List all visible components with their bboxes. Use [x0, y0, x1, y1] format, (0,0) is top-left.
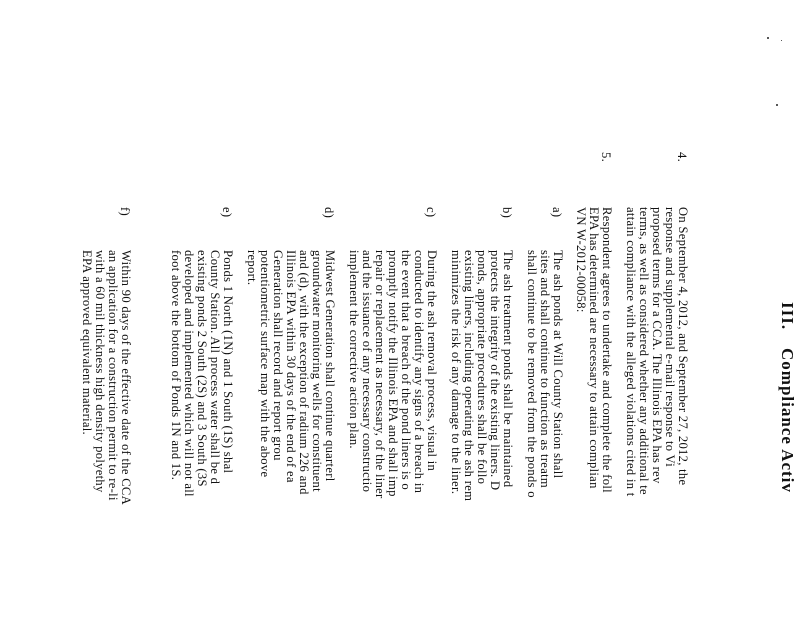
item-a-line: shall continue to be removed from the ponds o [525, 250, 539, 498]
item-letter-d: d) [322, 207, 336, 219]
paragraph-4-line: response and supplemental e-mail response to Vi [663, 207, 677, 468]
paragraph-4-line: On September 4, 2012, and September 27, 2012, the [676, 207, 690, 486]
item-f-line: an application for a construction permit to re-li [106, 250, 120, 501]
section-title: Compliance Activ [778, 348, 797, 493]
item-c-line: promptly notify the Illinois EPA and shall imp [386, 250, 400, 497]
item-d-line: Illinois EPA within 30 days of the end of ea [284, 250, 298, 483]
item-d-line: Midwest Generation shall continue quarterl [323, 250, 337, 482]
item-f-line: EPA approved equivalent material. [80, 250, 94, 435]
paragraph-4-line: attain compliance with the alleged violations cited in t [624, 207, 638, 497]
item-b-line: ponds, appropriate procedures shall be follo [475, 250, 489, 485]
item-letter-e: e) [220, 207, 234, 218]
item-letter-a: a) [550, 207, 564, 218]
paragraph-5-line: EPA has determined are necessary to attain complian [587, 207, 601, 489]
section-numeral: III. [778, 302, 797, 331]
item-c-line: implement the corrective action plan. [347, 250, 361, 449]
item-d-line: report. [245, 250, 259, 286]
item-c-line: During the ash removal process, visual in [425, 250, 439, 472]
item-e-line: County Station. All process water shall be d [208, 250, 222, 485]
rotated-document [60, 0, 800, 618]
item-f-line: with a 60 mil thickness high density polyethy [93, 250, 107, 493]
item-b-line: The ash treatment ponds shall be maintained [501, 250, 515, 488]
item-letter-f: f) [118, 207, 132, 216]
item-c-line: the event that a breach of the pond liners is o [399, 250, 413, 491]
item-f-line: Within 90 days of the effective date of the CCA [119, 250, 133, 506]
item-d-line: potentiometric surface map with the above [258, 250, 272, 478]
item-a-line: sites and shall continue to function as treatm [538, 250, 552, 488]
paragraph-5-line: Respondent agrees to undertake and complete the foll [600, 207, 614, 493]
item-letter-c: c) [424, 207, 438, 218]
item-e-line: foot above the bottom of Ponds 1N and 1S. [169, 250, 183, 481]
item-a-line: The ash ponds at Will County Station shall [551, 250, 565, 479]
paragraph-4-line: terms, as well as considered whether any additional te [637, 207, 651, 495]
paragraph-number-4: 4. [675, 152, 689, 163]
item-c-line: repair or replacement as necessary, of the liner [373, 250, 387, 499]
item-b-line: protects the integrity of the existing liners. D [488, 250, 502, 491]
item-c-line: conducted to identify any signs of a breach in [412, 250, 426, 494]
item-letter-b: b) [500, 207, 514, 219]
item-b-line: minimizes the risk of any damage to the liner. [449, 250, 463, 495]
paragraph-number-5: 5. [599, 152, 613, 163]
item-e-line: Ponds 1 North (1N) and 1 South (1S) shal [221, 250, 235, 474]
item-e-line: developed and implemented which will not all [182, 250, 196, 497]
paragraph-5-line: VN W-2012-00058: [574, 207, 588, 313]
item-c-line: and the issuance of any necessary constructio [360, 250, 374, 493]
item-d-line: groundwater monitoring wells for constituent [310, 250, 324, 492]
item-b-line: existing liners, including operating the ash rem [462, 250, 476, 502]
item-e-line: existing ponds 2 South (2S) and 3 South (3S [195, 250, 209, 487]
item-d-line: and (d), with the exception of radium 226 and [297, 250, 311, 495]
item-d-line: Generation shall record and report grou [271, 250, 285, 461]
paragraph-4-line: proposed terms for a CCA. The Illinois EPA has rev [650, 207, 664, 484]
